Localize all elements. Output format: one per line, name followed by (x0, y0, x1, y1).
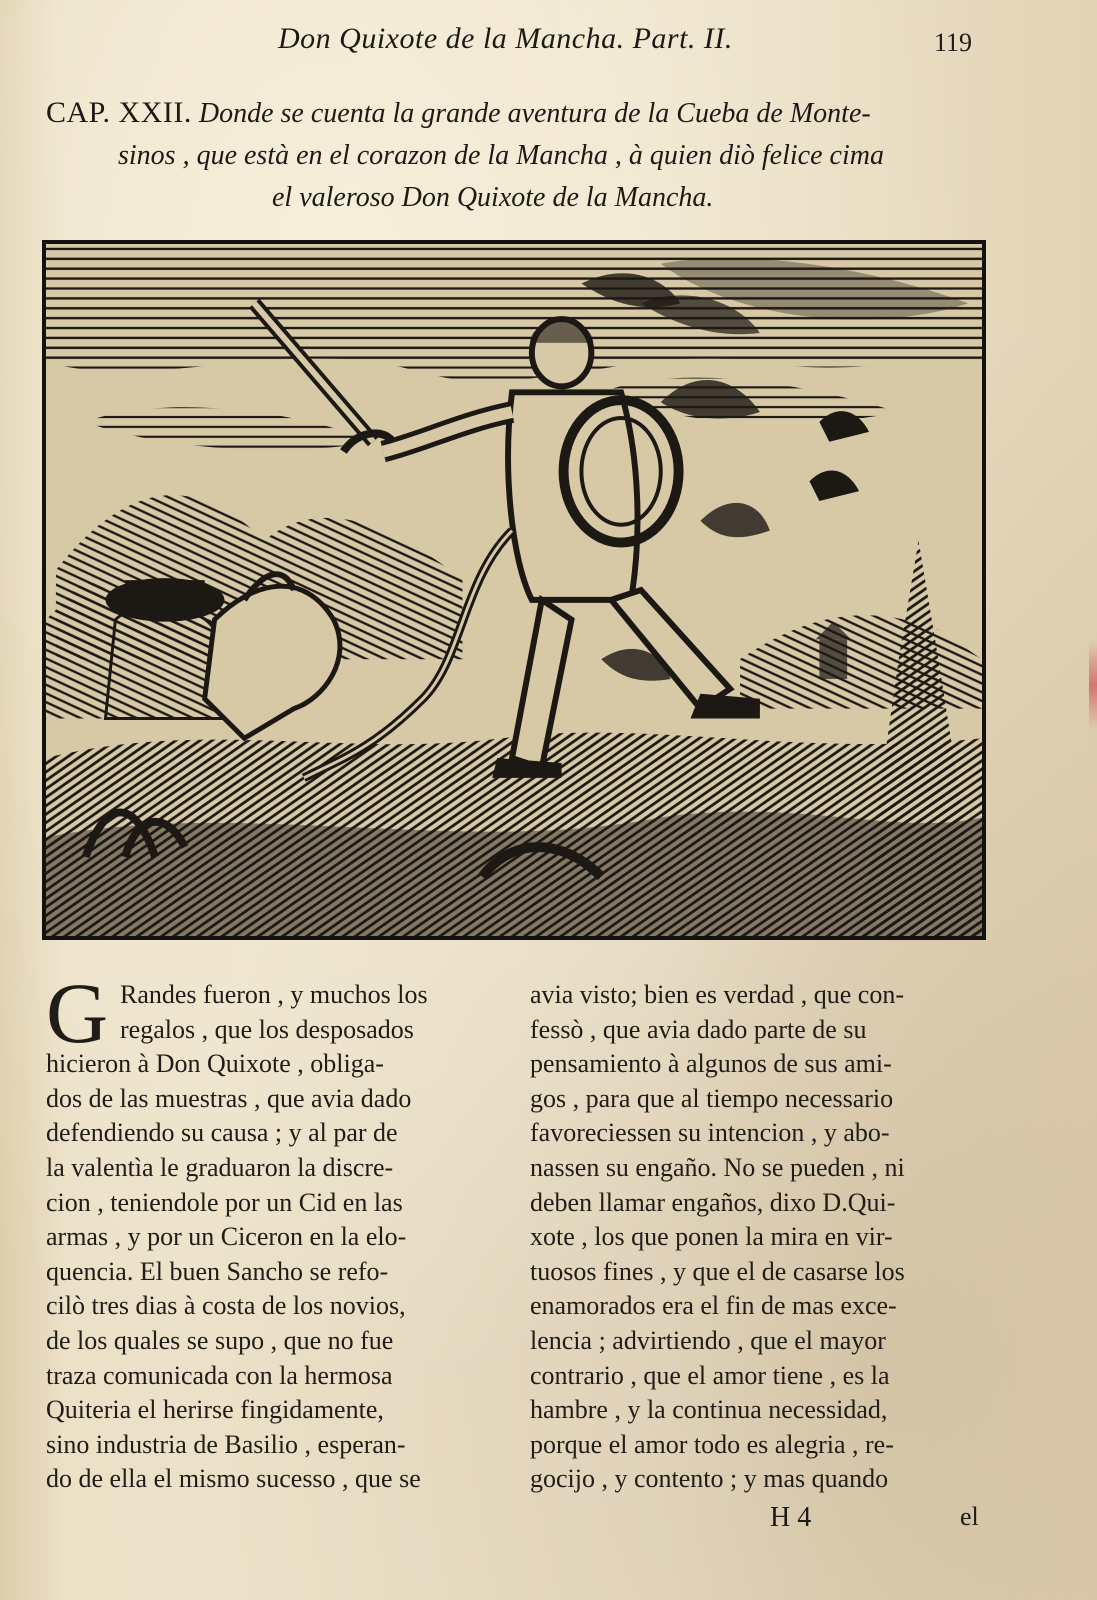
drop-cap: G (46, 965, 109, 1061)
woodcut-knight-icon (46, 244, 982, 936)
text-line: Randes fueron , y muchos los (120, 980, 428, 1009)
text-line: cion , teniendole por un Cid en las (46, 1187, 403, 1217)
text-line: armas , y por un Ciceron en la elo- (46, 1222, 407, 1252)
text-line: gos , para que al tiempo necessario (530, 1083, 894, 1113)
text-line: do de ella el mismo sucesso , que se (46, 1464, 421, 1494)
chapter-heading-line-1 (46, 92, 1006, 135)
text-line: contrario , que el amor tiene , es la (530, 1360, 890, 1390)
text-line: lencia ; advirtiendo , que el mayor (530, 1325, 886, 1355)
text-line: sino industria de Basilio , esperan- (46, 1429, 406, 1459)
text-line: hicieron à Don Quixote , obliga- (46, 1049, 384, 1079)
text-line: regalos , que los desposados (120, 1014, 414, 1044)
text-line: quencia. El buen Sancho se refo- (46, 1256, 389, 1286)
text-line: nassen su engaño. No se pueden , ni (530, 1152, 905, 1182)
text-line: avia visto; bien es verdad , que con- (530, 980, 904, 1009)
text-line: deben llamar engaños, dixo D.Qui- (530, 1187, 896, 1217)
chapter-label: CAP. XXII. (46, 96, 192, 129)
woodcut-illustration (42, 240, 986, 940)
text-line: enamorados era el fin de mas exce- (530, 1291, 897, 1321)
text-line: tuosos fines , y que el de casarse los (530, 1256, 905, 1286)
text-column-left (46, 965, 496, 1497)
text-column-right (530, 978, 990, 1497)
text-line: de los quales se supo , que no fue (46, 1325, 394, 1355)
page-number: 119 (934, 28, 973, 57)
page-edge-stain (1089, 640, 1097, 730)
text-line: favoreciessen su intencion , y abo- (530, 1118, 890, 1148)
chapter-title-line: sinos , que està en el corazon de la Mancha , à quien diò felice cima (118, 140, 884, 171)
text-line: gocijo , y contento ; y mas quando (530, 1464, 889, 1494)
chapter-heading (46, 92, 1006, 219)
text-line: fessò , que avia dado parte de su (530, 1014, 867, 1044)
text-line: la valentìa le graduaron la discre- (46, 1152, 394, 1182)
text-line: Quiteria el herirse fingidamente, (46, 1395, 384, 1425)
text-line: porque el amor todo es alegria , re- (530, 1429, 894, 1459)
text-line: xote , los que ponen la mira en vir- (530, 1222, 893, 1252)
running-head: Don Quixote de la Mancha. Part. II. (278, 22, 733, 55)
text-line: cilò tres dias à costa de los novios, (46, 1291, 406, 1321)
text-line: pensamiento à algunos de sus ami- (530, 1049, 892, 1079)
chapter-title-line: el valeroso Don Quixote de la Mancha. (272, 182, 714, 213)
chapter-title-line: Donde se cuenta la grande aventura de la Cueba de Monte- (198, 98, 871, 129)
text-line: traza comunicada con la hermosa (46, 1360, 393, 1390)
text-line: defendiendo su causa ; y al par de (46, 1118, 398, 1148)
signature-mark: H 4 (770, 1502, 812, 1533)
text-line: hambre , y la continua necessidad, (530, 1395, 888, 1425)
catchword: el (960, 1502, 979, 1531)
text-line: dos de las muestras , que avia dado (46, 1083, 412, 1113)
